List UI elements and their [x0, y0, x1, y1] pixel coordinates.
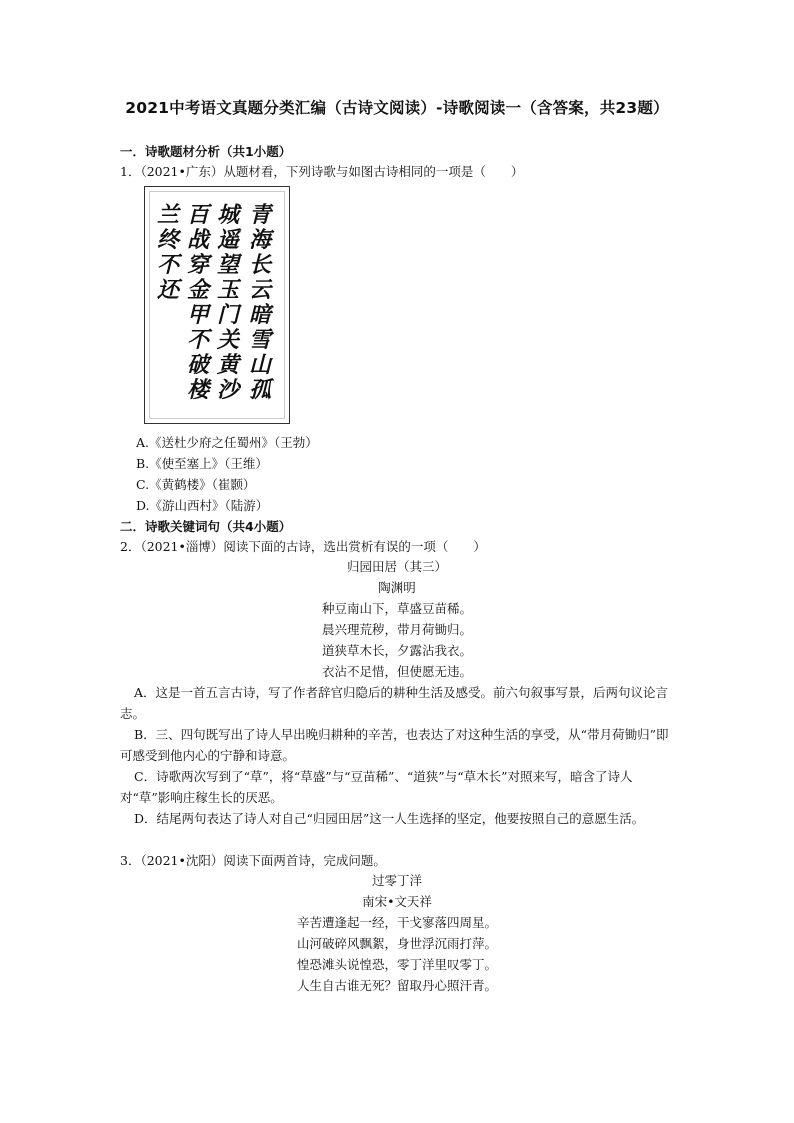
poem-2-line: 山河破碎风飘絮，身世浮沉雨打萍。	[296, 936, 497, 951]
poem-2-line: 辛苦遭逢起一经，干戈寥落四周星。	[296, 915, 497, 930]
calligraphy-image	[144, 186, 290, 424]
question-3-stem: 3．（2021•沈阳）阅读下面两首诗，完成问题。	[120, 853, 386, 868]
calligraphy-column-1: 青海长云暗雪山孤	[249, 202, 272, 403]
calligraphy-column-2: 城遥望玉门关黄沙	[217, 202, 240, 403]
q2-option-c: C．诗歌两次写到了“草”，将“草盛”与“豆苗稀”、“道狭”与“草木长”对照来写，暗含了诗人对“草”影响庄稼生长的厌恶。	[120, 769, 633, 805]
poem-1-title: 归园田居（其三）	[346, 559, 447, 574]
question-2-stem: 2．（2021•淄博）阅读下面的古诗，选出赏析有误的一项（ ）	[120, 539, 486, 554]
poem-1-line: 道狭草木长，夕露沾我衣。	[321, 643, 472, 658]
q2-option-b: B．三、四句既写出了诗人早出晚归耕种的辛苦，也表达了对这种生活的享受，从“带月荷锄归”即可感受到他内心的宁静和诗意。	[120, 727, 669, 763]
section-2-heading: 二．诗歌关键词句（共4小题）	[120, 519, 292, 534]
q1-option-c: C.《黄鹤楼》（崔颢）	[136, 477, 256, 492]
q2-option-d: D．结尾两句表达了诗人对自己“归园田居”这一人生选择的坚定，他要按照自己的意愿生活。	[134, 811, 645, 826]
calligraphy-column-4: 兰终不还	[157, 202, 180, 303]
q1-option-a: A.《送杜少府之任蜀州》（王勃）	[136, 435, 318, 450]
poem-1-line: 晨兴理荒秽，带月荷锄归。	[321, 622, 472, 637]
q1-option-d: D.《游山西村》（陆游）	[136, 498, 269, 513]
question-1-stem: 1．（2021•广东）从题材看，下列诗歌与如图古诗相同的一项是（ ）	[120, 164, 524, 179]
poem-1-line: 种豆南山下，草盛豆苗稀。	[321, 601, 472, 616]
poem-2-line: 惶恐滩头说惶恐，零丁洋里叹零丁。	[296, 957, 497, 972]
poem-2-title: 过零丁洋	[371, 873, 422, 888]
poem-1-line: 衣沾不足惜，但使愿无违。	[321, 664, 472, 679]
calligraphy-column-3: 百战穿金甲不破楼	[187, 202, 210, 403]
poem-2-author: 南宋•文天祥	[362, 894, 432, 909]
q1-option-b: B.《使至塞上》（王维）	[136, 456, 268, 471]
document-title: 2021中考语文真题分类汇编（古诗文阅读）-诗歌阅读一（含答案，共23题）	[125, 99, 669, 117]
poem-1-author: 陶渊明	[378, 580, 416, 595]
q2-option-a: A．这是一首五言古诗，写了作者辞官归隐后的耕种生活及感受。前六句叙事写景，后两句议论言志。	[120, 685, 669, 721]
section-1-heading: 一．诗歌题材分析（共1小题）	[120, 144, 292, 159]
poem-2-line: 人生自古谁无死？留取丹心照汗青。	[296, 978, 497, 993]
